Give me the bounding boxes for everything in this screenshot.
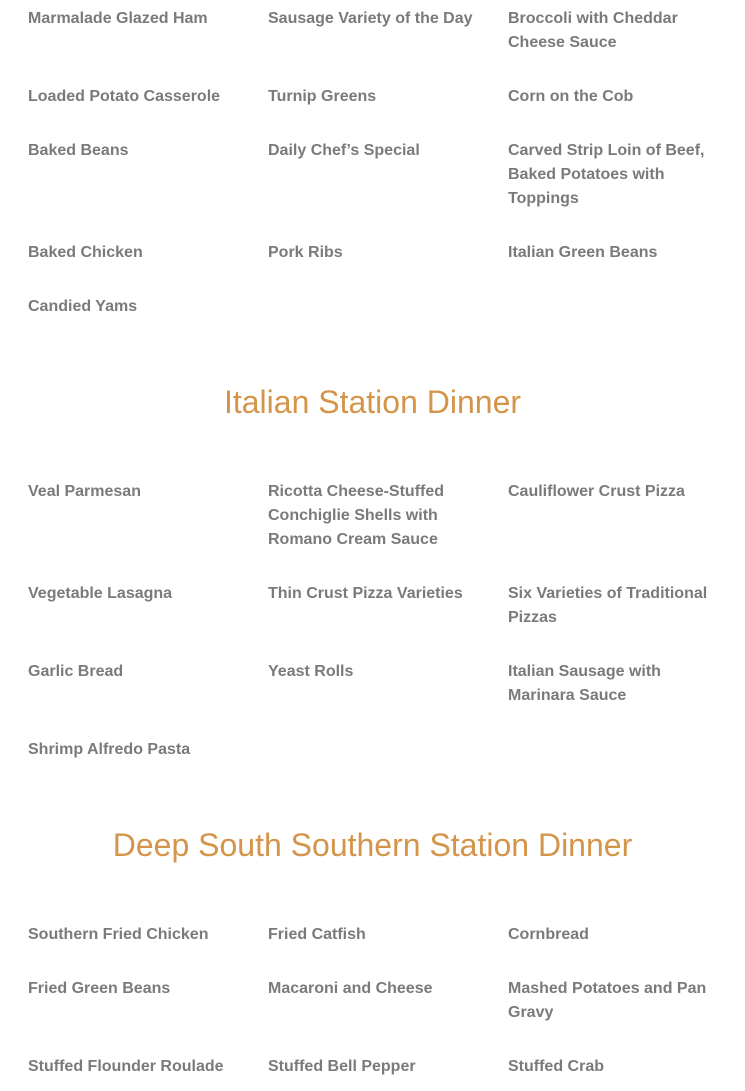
menu-item: Veal Parmesan bbox=[28, 483, 141, 500]
menu-item: Stuffed Flounder Roulade bbox=[28, 1058, 224, 1075]
menu-item: Vegetable Lasagna bbox=[28, 585, 173, 602]
menu-item: Carved Strip Loin of Beef, Baked Potatoes with Toppings bbox=[508, 142, 705, 207]
menu-grid-section-1 bbox=[28, 7, 728, 319]
menu-item: Daily Chef’s Special bbox=[268, 142, 420, 159]
menu-item: Pork Ribs bbox=[268, 244, 343, 261]
menu-item: Six Varieties of Traditional Pizzas bbox=[508, 585, 708, 626]
menu-item: Loaded Potato Casserole bbox=[28, 88, 221, 105]
menu-item: Italian Green Beans bbox=[508, 244, 658, 261]
menu-item: Baked Chicken bbox=[28, 244, 143, 261]
menu-item: Sausage Variety of the Day bbox=[268, 10, 473, 27]
menu-item: Garlic Bread bbox=[28, 663, 124, 680]
menu-item: Turnip Greens bbox=[268, 88, 377, 105]
menu-item: Yeast Rolls bbox=[268, 663, 354, 680]
menu-item: Corn on the Cob bbox=[508, 88, 634, 105]
menu-item: Marmalade Glazed Ham bbox=[28, 10, 208, 27]
menu-item: Cauliflower Crust Pizza bbox=[508, 483, 685, 500]
menu-item: Broccoli with Cheddar Cheese Sauce bbox=[508, 10, 678, 51]
menu-grid-italian-station bbox=[28, 480, 728, 762]
menu-item: Cornbread bbox=[508, 926, 589, 943]
menu-item: Stuffed Bell Pepper bbox=[268, 1058, 416, 1075]
section-title-italian-station: Italian Station Dinner bbox=[223, 384, 522, 420]
menu-item: Stuffed Crab bbox=[508, 1058, 604, 1075]
menu-item: Fried Green Beans bbox=[28, 980, 171, 997]
section-title-deep-south-station: Deep South Southern Station Dinner bbox=[112, 827, 633, 863]
menu-item: Baked Beans bbox=[28, 142, 129, 159]
menu-item: Ricotta Cheese-Stuffed Conchiglie Shells with Romano Cream Sauce bbox=[268, 483, 445, 548]
menu-item: Mashed Potatoes and Pan Gravy bbox=[508, 980, 707, 1021]
menu-item: Macaroni and Cheese bbox=[268, 980, 433, 997]
menu-item: Italian Sausage with Marinara Sauce bbox=[508, 663, 661, 704]
menu-item: Fried Catfish bbox=[268, 926, 366, 943]
menu-item: Southern Fried Chicken bbox=[28, 926, 209, 943]
menu-item: Thin Crust Pizza Varieties bbox=[268, 585, 463, 602]
menu-item: Shrimp Alfredo Pasta bbox=[28, 741, 191, 758]
menu-grid-deep-south-station bbox=[28, 923, 728, 1079]
menu-item: Candied Yams bbox=[28, 298, 138, 315]
